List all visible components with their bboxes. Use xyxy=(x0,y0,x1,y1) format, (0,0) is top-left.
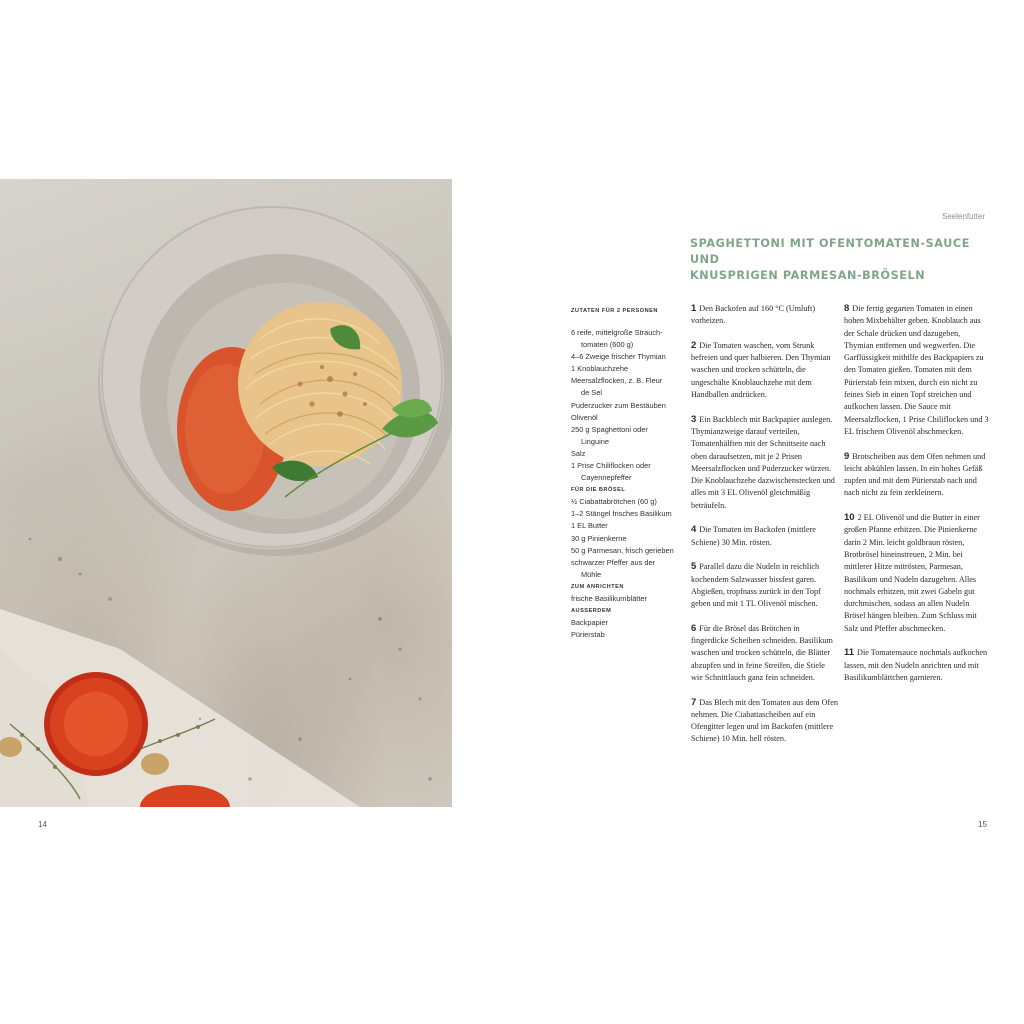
ingredient: 6 reife, mittelgroße Strauch- xyxy=(571,328,663,337)
ingredient: Meersalzflocken, z. B. Fleur xyxy=(571,376,663,386)
ingredient: frische Basilikumblätter xyxy=(571,593,647,603)
step-number: 3 xyxy=(691,413,697,425)
step-text: Brotscheiben aus dem Ofen nehmen und leicht abkühlen lassen. In ein hohes Gefäß zupfen und mit dem Pürierstab nach und nach nicht zu fein zerkleinern. xyxy=(844,451,986,498)
step-text: Die Tomatensauce nochmals aufkochen lassen, mit den Nudeln anrichten und mit Basilikumblättchen garnieren. xyxy=(844,648,988,682)
step-text: Die fertig gegarten Tomaten in einen hohen Mixbehälter geben. Knoblauch aus der Schale drücken und dazugeben, Thymian entfernen und wegwerfen. Die Garflüssigkeit mithilfe des Backpapiers zu den Tomaten gießen. Tomaten mit dem Pürierstab fein mixen, durch ein nicht zu feines Sieb in einen Topf streichen und aufkochen lassen. Die Sauce mit Meersalzflocken, 1 Prise Chiliflocken und 3 EL frischem Olivenöl abschmecken. xyxy=(844,304,989,436)
step-number: 10 xyxy=(844,512,855,524)
recipe-photo xyxy=(0,179,452,807)
ingredients-list xyxy=(571,305,683,641)
ingredient: tomaten (600 g) xyxy=(581,340,634,350)
page-number-left: 14 xyxy=(38,820,47,829)
ingredient: Puderzucker zum Bestäuben xyxy=(571,400,666,410)
step-number: 5 xyxy=(691,561,697,573)
recipe-title-line-1: SPAGHETTONI MIT OFENTOMATEN-SAUCE UND xyxy=(690,237,970,266)
step-number: 11 xyxy=(844,647,855,659)
step-1 xyxy=(691,303,838,328)
ingredient: Mühle xyxy=(581,569,602,579)
step-text: 2 EL Olivenöl und die Butter in einer großen Pfanne erhitzen. Die Pinienkerne darin 2 Min. leicht goldbraun rösten, Brotbrösel hineinstreuen, 2 Min. bei mittlerer Hitze mitrösten, Parmesan, Basilikum und Nudeln dazugeben. Alles nochmals erhitzen, mit zwei Gabeln gut durchmischen, sodass an allen Nudeln Brösel hängen bleiben. Zum Schluss mit Salz und Pfeffer abschmecken. xyxy=(844,513,980,633)
ingredient: 50 g Parmesan, frisch gerieben xyxy=(571,545,674,555)
step-10 xyxy=(844,512,991,635)
step-text: Ein Backblech mit Backpapier auslegen. Thymianzweige darauf verteilen, Tomatenhälften mit der Schnittseite nach oben daraufsetzen, mit je 2 Prisen Meersalzflocken und Puderzucker würzen. Die Knoblauchzehe dazwischenstecken und alles mit 3 EL Olivenöl gleichmäßig beträufeln. xyxy=(691,414,835,510)
step-text: Für die Brösel das Brötchen in fingerdicke Scheiben schneiden. Basilikum waschen und trocken schütteln, die Blätter abzupfen und in feine Streifen, die Stiele wie Schnittlauch ganz fein schneiden. xyxy=(691,623,833,682)
step-4 xyxy=(691,524,838,549)
step-text: Das Blech mit den Tomaten aus dem Ofen nehmen. Die Ciabattascheiben auf ein Ofengitter legen und im Backofen (mittlere Schiene) 10 Min. hell rösten. xyxy=(691,697,838,744)
ausserdem-heading: AUSSERDEM xyxy=(571,607,612,614)
ingredient: Linguine xyxy=(581,436,609,446)
step-8 xyxy=(844,303,991,438)
step-2 xyxy=(691,340,838,401)
step-text: Die Tomaten waschen, vom Strunk befreien und quer halbieren. Den Thymian waschen und trocken schütteln, die ungeschälte Knoblauchzehe mit dem Handballen andrücken. xyxy=(691,340,831,400)
step-text: Den Backofen auf 160 °C (Umluft) vorheizen. xyxy=(691,304,816,326)
step-number: 4 xyxy=(691,524,697,536)
step-text: Parallel dazu die Nudeln in reichlich kochendem Salzwasser bissfest garen. Abgießen, tropfnass zurück in den Topf geben und mit 1 TL Olivenöl mischen. xyxy=(691,562,821,609)
running-head: Seelenfutter xyxy=(942,212,986,221)
step-number: 7 xyxy=(691,696,697,708)
step-number: 2 xyxy=(691,339,697,351)
ingredient: 30 g Pinienkerne xyxy=(571,533,627,543)
steps-column-2 xyxy=(844,303,991,697)
ingredient: Backpapier xyxy=(571,617,608,627)
step-text: Die Tomaten im Backofen (mittlere Schiene) 30 Min. rösten. xyxy=(691,525,816,547)
ingredient: Pürierstab xyxy=(571,630,605,640)
step-number: 9 xyxy=(844,450,850,462)
step-5 xyxy=(691,561,838,610)
step-number: 6 xyxy=(691,622,697,634)
steps-column-1 xyxy=(691,303,838,758)
step-3 xyxy=(691,414,838,512)
ingredient: 1 Prise Chiliflocken oder xyxy=(571,461,651,471)
step-9 xyxy=(844,451,991,500)
ingredients-heading: ZUTATEN FÜR 2 PERSONEN xyxy=(571,308,658,314)
pasta-dish-illustration xyxy=(0,179,452,807)
anrichten-heading: ZUM ANRICHTEN xyxy=(571,583,624,590)
ingredient: Cayennepfeffer xyxy=(581,473,632,483)
ingredient: 1 EL Butter xyxy=(571,521,608,531)
step-number: 1 xyxy=(691,303,697,314)
step-6 xyxy=(691,623,838,684)
broesel-heading: FÜR DIE BRÖSEL xyxy=(571,487,626,494)
recipe-title-line-2: KNUSPRIGEN PARMESAN-BRÖSELN xyxy=(690,269,926,282)
page-number-right: 15 xyxy=(978,820,987,829)
ingredient: schwarzer Pfeffer aus der xyxy=(571,557,656,567)
ingredient: 250 g Spaghettoni oder xyxy=(571,424,648,434)
ingredient: ½ Ciabattabrötchen (60 g) xyxy=(571,497,657,507)
step-7 xyxy=(691,697,838,746)
ingredient: 1–2 Stängel frisches Basilikum xyxy=(571,509,672,519)
ingredient: de Sel xyxy=(581,388,602,398)
step-11 xyxy=(844,647,991,684)
ingredient: Salz xyxy=(571,448,586,458)
ingredient: 1 Knoblauchzehe xyxy=(571,364,629,374)
recipe-title xyxy=(690,236,990,284)
ingredient: 4–6 Zweige frischer Thymian xyxy=(571,352,666,362)
step-number: 8 xyxy=(844,303,850,314)
ingredient: Olivenöl xyxy=(571,412,598,422)
